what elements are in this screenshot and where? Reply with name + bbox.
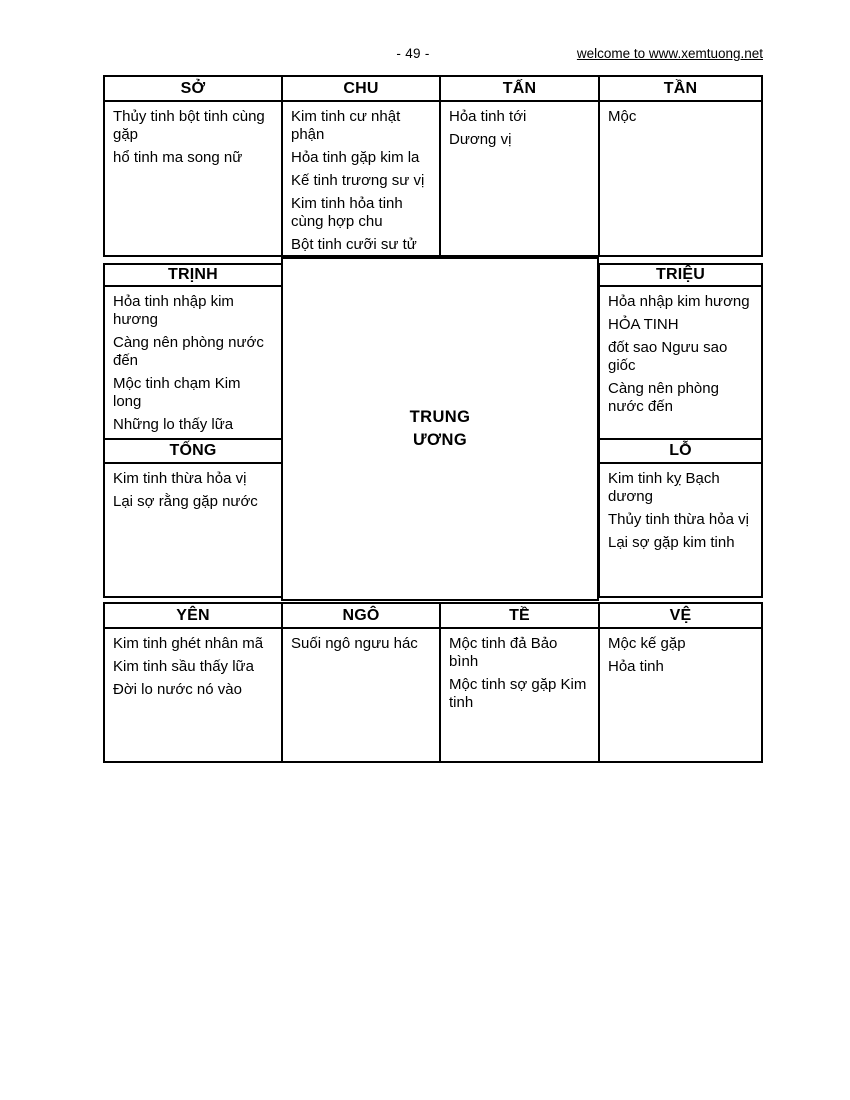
cell-line: Bột tinh cưỡi sư tử: [291, 236, 417, 253]
cell-line: Kim tinh sầu thấy lữa: [113, 658, 254, 675]
cell-line: HỎA TINH: [608, 316, 679, 333]
region-title: SỞ: [180, 79, 206, 97]
region-cell-so: [103, 100, 283, 257]
cell-line: Hỏa tinh nhập kim hương: [113, 293, 234, 328]
cell-line: Hỏa tinh gặp kim la: [291, 149, 420, 166]
cell-line: Kim tinh thừa hỏa vị: [113, 470, 247, 487]
region-header-ve: [598, 602, 763, 629]
cell-line: ƯƠNG: [412, 431, 468, 449]
region-header-trinh: [103, 263, 283, 287]
cell-line: đốt sao Ngưu sao giốc: [608, 339, 728, 374]
cell-line: Kế tinh trương sư vị: [291, 172, 425, 189]
cell-line: Kim tinh ghét nhân mã: [113, 635, 264, 652]
cell-line: Mộc kế gặp: [608, 635, 686, 652]
cell-line: Suối ngô ngưu hác: [291, 635, 418, 652]
region-cell-te: [439, 627, 600, 763]
region-cell-trinh: [103, 285, 283, 440]
cell-line: Lại sợ gặp kim tinh: [608, 534, 735, 551]
page-number: - 49 -: [396, 46, 430, 61]
region-header-so: [103, 75, 283, 102]
region-title: TẤN: [502, 79, 537, 97]
cell-line: Lại sợ rằng gặp nước: [113, 493, 258, 510]
cell-line: Mộc tinh đả Bảo bình: [449, 635, 558, 670]
region-header-tong: [103, 438, 283, 464]
region-cell-chu: [281, 100, 441, 257]
region-cell-ngo: [281, 627, 441, 763]
cell-line: Mộc tinh sợ gặp Kim tinh: [449, 676, 587, 711]
cell-line: Càng nên phòng nước đến: [608, 380, 719, 415]
cell-line: Mộc: [608, 108, 637, 125]
cell-line: Kim tinh hỏa tinh cùng hợp chu: [291, 195, 403, 230]
region-title: VỆ: [669, 606, 692, 624]
region-header-yen: [103, 602, 283, 629]
region-header-lo: [598, 438, 763, 464]
cell-line: Thủy tinh bột tinh cùng gặp: [113, 108, 265, 143]
cell-line: TRUNG: [409, 408, 471, 426]
region-title: TRỊNH: [168, 266, 218, 283]
region-title: TỀ: [509, 606, 530, 624]
cell-line: Dương vị: [449, 131, 512, 148]
cell-line: Kim tinh cư nhật phận: [291, 108, 401, 143]
region-cell-trieu: [598, 285, 763, 440]
region-cell-tan-acute: [439, 100, 600, 257]
region-title: TRIỆU: [656, 266, 705, 283]
region-title: YÊN: [176, 606, 210, 624]
cell-line: Kim tinh kỵ Bạch dương: [608, 470, 720, 505]
region-trung-uong: [281, 257, 599, 601]
cell-line: Những lo thấy lữa: [113, 416, 234, 433]
cell-line: Thủy tinh thừa hỏa vị: [608, 511, 749, 528]
region-cell-lo: [598, 462, 763, 598]
region-title: NGÔ: [342, 606, 380, 624]
cell-line: Hỏa tinh: [608, 658, 664, 675]
region-cell-ve: [598, 627, 763, 763]
cell-line: Mộc tinh chạm Kim long: [113, 375, 241, 410]
region-title: TẦN: [663, 79, 698, 97]
region-cell-yen: [103, 627, 283, 763]
cell-line: hổ tinh ma song nữ: [113, 149, 243, 166]
region-title: LỖ: [669, 442, 692, 459]
region-title: TỐNG: [169, 442, 217, 459]
region-header-te: [439, 602, 600, 629]
cell-line: Đời lo nước nó vào: [113, 681, 242, 698]
region-header-tan-grave: [598, 75, 763, 102]
region-header-trieu: [598, 263, 763, 287]
region-header-tan-acute: [439, 75, 600, 102]
cell-line: Hỏa nhập kim hương: [608, 293, 750, 310]
cell-line: Càng nên phòng nước đến: [113, 334, 264, 369]
region-header-chu: [281, 75, 441, 102]
region-header-ngo: [281, 602, 441, 629]
region-title: CHU: [343, 79, 379, 97]
cell-line: Hỏa tinh tới: [449, 108, 527, 125]
region-cell-tong: [103, 462, 283, 598]
site-link[interactable]: welcome to www.xemtuong.net: [576, 46, 763, 61]
region-cell-tan-grave: [598, 100, 763, 257]
